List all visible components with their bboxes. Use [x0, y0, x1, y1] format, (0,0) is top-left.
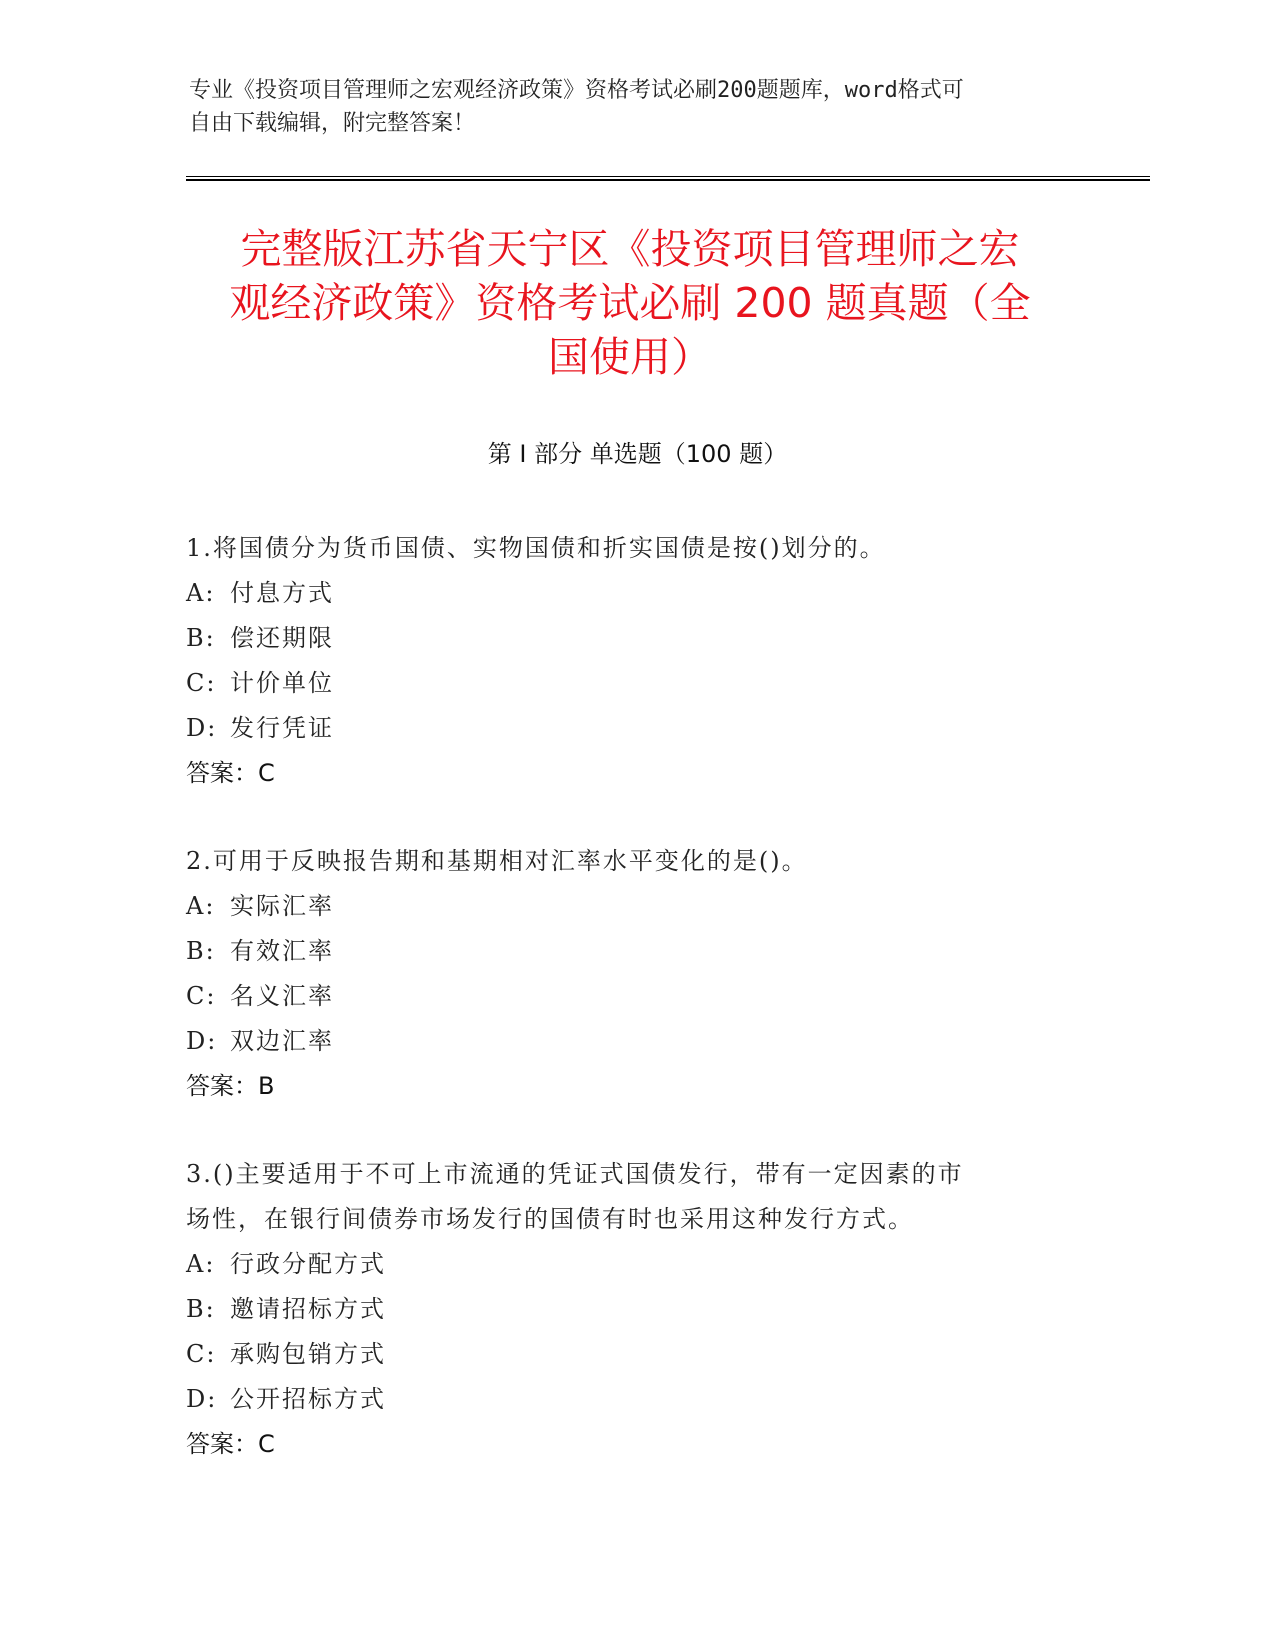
option-a: [186, 571, 1066, 616]
option-text: 偿还期限: [230, 624, 334, 652]
answer-line: 答案：C: [186, 759, 275, 787]
option-b: [186, 1287, 1066, 1332]
option-text: 邀请招标方式: [230, 1295, 386, 1323]
title-line: 观经济政策》资格考试必刷 200 题真题（全: [229, 279, 1031, 327]
question-stem-line: 1.将国债分为货币国债、实物国债和折实国债是按()划分的。: [186, 534, 886, 562]
question-1: [186, 526, 1066, 796]
option-a: [186, 1242, 1066, 1287]
document-title: [180, 222, 1080, 384]
option-text: 承购包销方式: [230, 1340, 386, 1368]
header-note-line: 专业《投资项目管理师之宏观经济政策》资格考试必刷200题题库，word格式可: [189, 78, 964, 103]
header-note: [189, 74, 1069, 140]
question-stem: [186, 839, 1066, 884]
option-text: 实际汇率: [230, 892, 334, 920]
option-b: [186, 929, 1066, 974]
option-text: 公开招标方式: [230, 1385, 386, 1413]
title-line: 国使用）: [548, 333, 712, 381]
option-c: [186, 974, 1066, 1019]
option-key: D:: [186, 1385, 218, 1413]
option-c: [186, 661, 1066, 706]
option-key: B:: [186, 1295, 216, 1323]
option-text: 发行凭证: [230, 714, 334, 742]
question-list: [186, 526, 1066, 1510]
option-d: [186, 1019, 1066, 1064]
header-note-line: 自由下载编辑，附完整答案！: [189, 111, 476, 136]
question-stem-line: 3.()主要适用于不可上市流通的凭证式国债发行，带有一定因素的市: [186, 1160, 964, 1188]
option-key: C:: [186, 669, 217, 697]
question-stem-line: 2.可用于反映报告期和基期相对汇率水平变化的是()。: [186, 847, 808, 875]
header-divider: [186, 176, 1150, 181]
option-b: [186, 616, 1066, 661]
section-heading: 第 I 部分 单选题（100 题）: [487, 440, 788, 468]
answer-line: 答案：B: [186, 1072, 275, 1100]
option-c: [186, 1332, 1066, 1377]
question-stem: [186, 526, 1066, 571]
question-stem: [186, 1152, 1066, 1242]
answer-line: 答案：C: [186, 1430, 275, 1458]
option-a: [186, 884, 1066, 929]
option-d: [186, 1377, 1066, 1422]
option-key: A:: [186, 892, 216, 920]
option-key: D:: [186, 1027, 218, 1055]
option-key: B:: [186, 937, 216, 965]
option-text: 有效汇率: [230, 937, 334, 965]
option-text: 双边汇率: [230, 1027, 334, 1055]
option-key: A:: [186, 579, 216, 607]
title-line: 完整版江苏省天宁区《投资项目管理师之宏: [240, 225, 1020, 273]
option-text: 名义汇率: [230, 982, 334, 1010]
option-key: D:: [186, 714, 218, 742]
question-stem-line: 场性，在银行间债券市场发行的国债有时也采用这种发行方式。: [186, 1205, 914, 1233]
option-key: B:: [186, 624, 216, 652]
option-key: C:: [186, 1340, 217, 1368]
option-key: A:: [186, 1250, 216, 1278]
option-d: [186, 706, 1066, 751]
option-text: 计价单位: [230, 669, 334, 697]
option-text: 付息方式: [230, 579, 334, 607]
option-key: C:: [186, 982, 217, 1010]
question-2: [186, 839, 1066, 1109]
question-3: [186, 1152, 1066, 1467]
option-text: 行政分配方式: [230, 1250, 386, 1278]
